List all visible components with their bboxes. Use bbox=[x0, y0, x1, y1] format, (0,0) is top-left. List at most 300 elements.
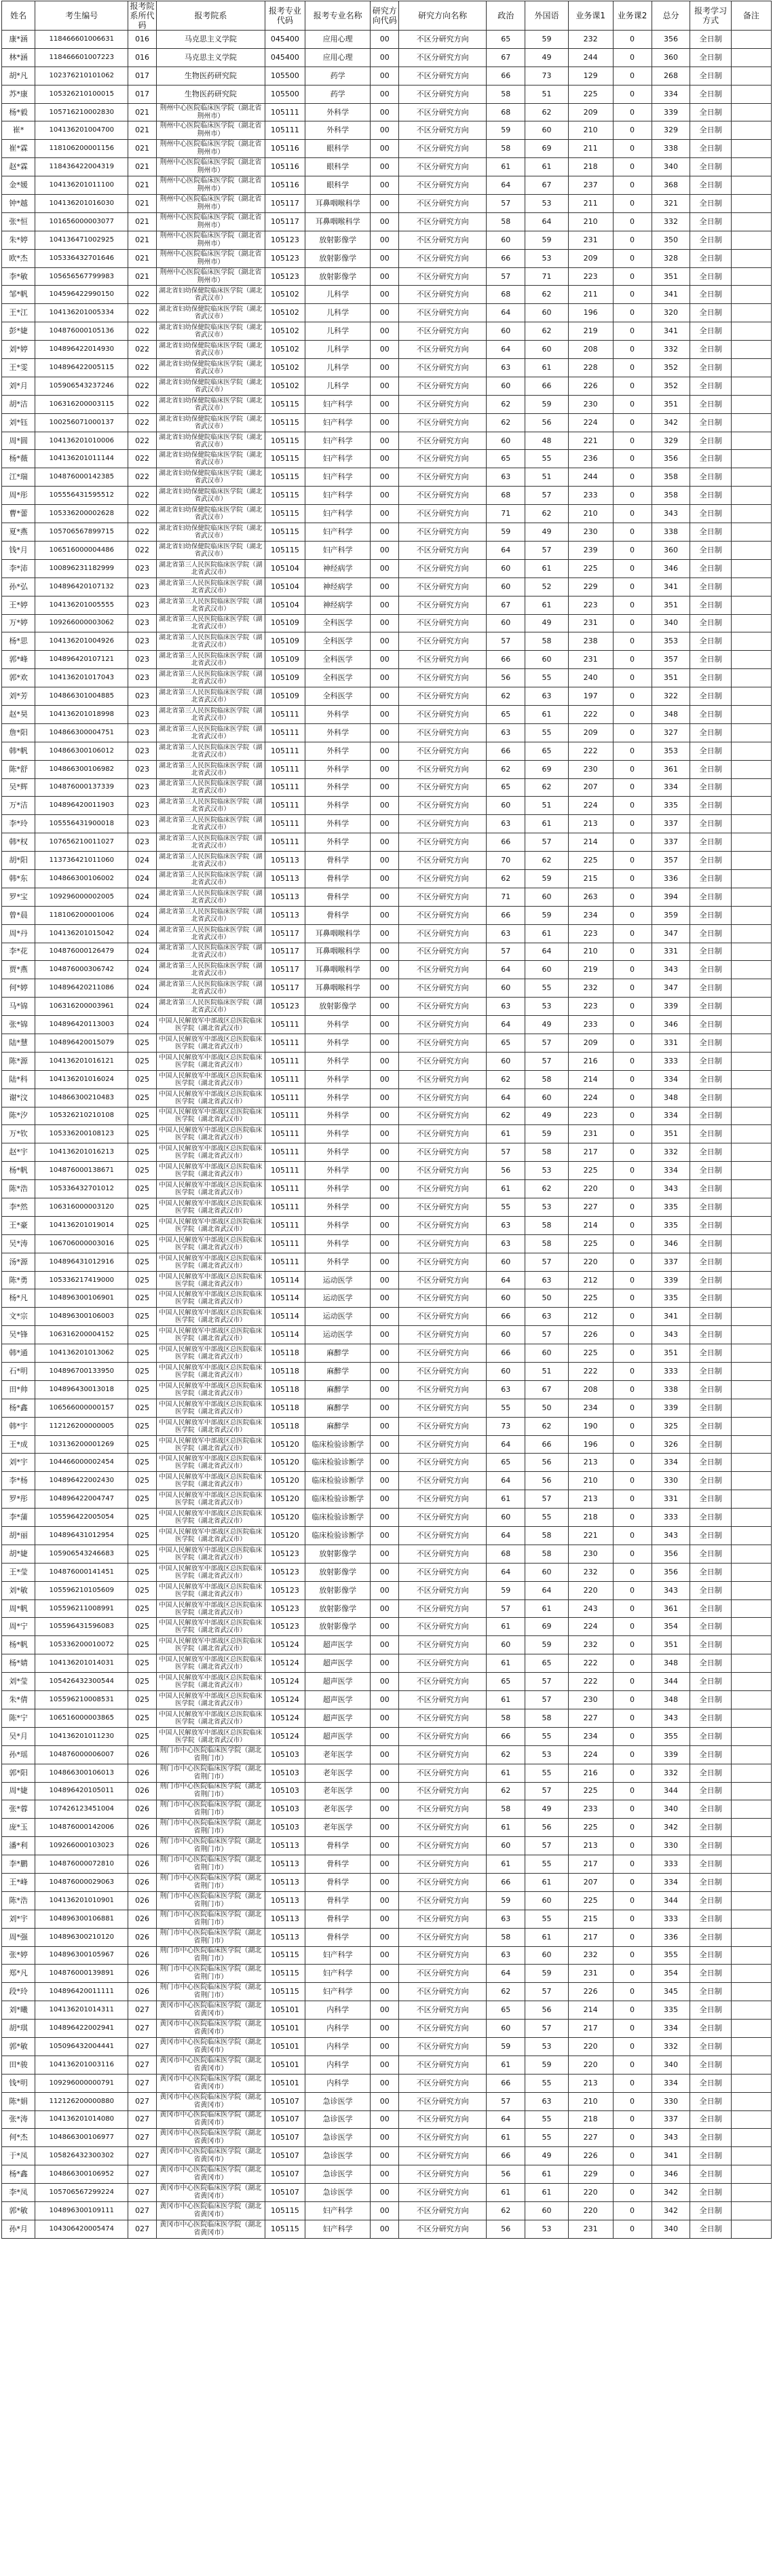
cell-dept-code: 023 bbox=[128, 723, 157, 742]
cell-subject1: 231 bbox=[568, 1965, 613, 1983]
cell-politics: 68 bbox=[487, 1545, 525, 1563]
cell-dept-name: 湖北省第三人民医院临床医学院（湖北省武汉市） bbox=[156, 596, 265, 614]
cell-direction-name: 不区分研究方向 bbox=[399, 1162, 487, 1180]
cell-subject2: 0 bbox=[613, 1709, 652, 1727]
cell-name: 郭*阳 bbox=[2, 1764, 35, 1782]
cell-foreign-language: 61 bbox=[525, 158, 569, 176]
cell-direction-name: 不区分研究方向 bbox=[399, 267, 487, 286]
cell-dept-name: 荆州中心医院临床医学院（湖北省荆州市） bbox=[156, 103, 265, 121]
cell-study-mode: 全日制 bbox=[690, 1052, 731, 1070]
cell-dept-name: 黄冈市中心医院临床医学院（湖北省黄冈市） bbox=[156, 2001, 265, 2020]
cell-politics: 63 bbox=[487, 1946, 525, 1965]
cell-name: 周*强 bbox=[2, 1928, 35, 1946]
cell-foreign-language: 67 bbox=[525, 1380, 569, 1399]
cell-politics: 63 bbox=[487, 998, 525, 1016]
cell-foreign-language: 63 bbox=[525, 687, 569, 706]
cell-name: 王*成 bbox=[2, 1435, 35, 1454]
table-row bbox=[2, 1599, 772, 1618]
cell-name: 周*宁 bbox=[2, 1618, 35, 1636]
cell-major-name: 妇产科学 bbox=[305, 2201, 370, 2220]
cell-foreign-language: 56 bbox=[525, 1472, 569, 1490]
cell-dept-code: 024 bbox=[128, 979, 157, 998]
cell-remark bbox=[731, 1819, 771, 1837]
cell-major-name: 外科学 bbox=[305, 103, 370, 121]
cell-dept-code: 025 bbox=[128, 1709, 157, 1727]
cell-major-code: 105123 bbox=[265, 1599, 305, 1618]
cell-foreign-language: 60 bbox=[525, 304, 569, 322]
table-row bbox=[2, 1162, 772, 1180]
cell-major-name: 老年医学 bbox=[305, 1800, 370, 1819]
cell-name: 苏*康 bbox=[2, 85, 35, 103]
cell-name: 刘*月 bbox=[2, 377, 35, 395]
cell-direction-name: 不区分研究方向 bbox=[399, 1509, 487, 1527]
cell-politics: 64 bbox=[487, 961, 525, 979]
table-row bbox=[2, 505, 772, 523]
cell-remark bbox=[731, 1782, 771, 1800]
cell-subject1: 240 bbox=[568, 669, 613, 687]
cell-direction-name: 不区分研究方向 bbox=[399, 2220, 487, 2238]
cell-direction-name: 不区分研究方向 bbox=[399, 523, 487, 542]
cell-total: 343 bbox=[652, 1326, 690, 1344]
cell-dept-code: 027 bbox=[128, 2110, 157, 2129]
table-row bbox=[2, 1581, 772, 1599]
cell-politics: 62 bbox=[487, 1745, 525, 1764]
cell-subject1: 208 bbox=[568, 1380, 613, 1399]
cell-foreign-language: 51 bbox=[525, 797, 569, 815]
cell-dept-code: 022 bbox=[128, 377, 157, 395]
cell-subject1: 211 bbox=[568, 140, 613, 158]
cell-direction-name: 不区分研究方向 bbox=[399, 833, 487, 852]
cell-dept-code: 025 bbox=[128, 1107, 157, 1125]
cell-total: 330 bbox=[652, 1472, 690, 1490]
table-row bbox=[2, 1509, 772, 1527]
cell-exam-id: 106316000003120 bbox=[35, 1198, 128, 1217]
cell-major-name: 急诊医学 bbox=[305, 2092, 370, 2110]
cell-total: 338 bbox=[652, 523, 690, 542]
cell-major-code: 105111 bbox=[265, 1052, 305, 1070]
cell-direction-code: 00 bbox=[371, 815, 399, 833]
cell-dept-name: 湖北省妇幼保健院临床医学院（湖北省武汉市） bbox=[156, 541, 265, 559]
cell-exam-id: 104896420107121 bbox=[35, 651, 128, 669]
cell-dept-name: 湖北省第三人民医院临床医学院（湖北省武汉市） bbox=[156, 833, 265, 852]
cell-politics: 61 bbox=[487, 1764, 525, 1782]
table-row bbox=[2, 304, 772, 322]
cell-major-code: 105102 bbox=[265, 286, 305, 304]
cell-dept-code: 021 bbox=[128, 158, 157, 176]
cell-major-name: 耳鼻咽喉科学 bbox=[305, 979, 370, 998]
cell-major-code: 105113 bbox=[265, 852, 305, 870]
cell-remark bbox=[731, 413, 771, 432]
cell-subject1: 220 bbox=[568, 2201, 613, 2220]
table-row bbox=[2, 723, 772, 742]
cell-subject2: 0 bbox=[613, 286, 652, 304]
cell-foreign-language: 57 bbox=[525, 1490, 569, 1509]
cell-major-name: 麻醉学 bbox=[305, 1399, 370, 1417]
cell-foreign-language: 59 bbox=[525, 1636, 569, 1654]
cell-dept-code: 022 bbox=[128, 432, 157, 450]
cell-remark bbox=[731, 2001, 771, 2020]
cell-politics: 68 bbox=[487, 286, 525, 304]
cell-exam-id: 104136201015042 bbox=[35, 924, 128, 943]
cell-dept-code: 024 bbox=[128, 906, 157, 924]
cell-dept-name: 中国人民解放军中部战区总医院临床医学院（湖北省武汉市） bbox=[156, 1673, 265, 1691]
cell-subject1: 220 bbox=[568, 2037, 613, 2056]
cell-total: 327 bbox=[652, 723, 690, 742]
cell-exam-id: 104896420211086 bbox=[35, 979, 128, 998]
cell-dept-name: 荆州中心医院临床医学院（湖北省荆州市） bbox=[156, 231, 265, 249]
cell-name: 文*宗 bbox=[2, 1308, 35, 1326]
cell-name: 胡*琪 bbox=[2, 2020, 35, 2038]
cell-subject1: 225 bbox=[568, 1289, 613, 1308]
cell-total: 332 bbox=[652, 2037, 690, 2056]
cell-dept-name: 中国人民解放军中部战区总医院临床医学院（湖北省武汉市） bbox=[156, 1599, 265, 1618]
cell-subject2: 0 bbox=[613, 888, 652, 906]
cell-subject1: 224 bbox=[568, 413, 613, 432]
cell-major-name: 妇产科学 bbox=[305, 395, 370, 413]
cell-remark bbox=[731, 286, 771, 304]
cell-subject1: 207 bbox=[568, 778, 613, 797]
table-row bbox=[2, 979, 772, 998]
table-row bbox=[2, 2165, 772, 2184]
cell-direction-code: 00 bbox=[371, 1928, 399, 1946]
cell-total: 361 bbox=[652, 1599, 690, 1618]
cell-subject1: 224 bbox=[568, 1745, 613, 1764]
table-row bbox=[2, 760, 772, 778]
cell-subject1: 196 bbox=[568, 1435, 613, 1454]
cell-exam-id: 105326210100015 bbox=[35, 85, 128, 103]
cell-foreign-language: 61 bbox=[525, 1599, 569, 1618]
cell-major-code: 105111 bbox=[265, 1198, 305, 1217]
cell-name: 赵*宇 bbox=[2, 1143, 35, 1162]
cell-dept-name: 湖北省第三人民医院临床医学院（湖北省武汉市） bbox=[156, 669, 265, 687]
cell-subject2: 0 bbox=[613, 2110, 652, 2129]
cell-subject1: 222 bbox=[568, 1673, 613, 1691]
table-row bbox=[2, 1363, 772, 1381]
cell-subject2: 0 bbox=[613, 505, 652, 523]
cell-remark bbox=[731, 1052, 771, 1070]
cell-foreign-language: 53 bbox=[525, 1162, 569, 1180]
cell-dept-name: 中国人民解放军中部战区总医院临床医学院（湖北省武汉市） bbox=[156, 1234, 265, 1253]
cell-remark bbox=[731, 377, 771, 395]
cell-dept-code: 022 bbox=[128, 468, 157, 487]
cell-total: 337 bbox=[652, 833, 690, 852]
cell-subject2: 0 bbox=[613, 1764, 652, 1782]
cell-dept-code: 023 bbox=[128, 760, 157, 778]
cell-direction-name: 不区分研究方向 bbox=[399, 1107, 487, 1125]
cell-foreign-language: 55 bbox=[525, 1509, 569, 1527]
cell-subject2: 0 bbox=[613, 833, 652, 852]
cell-dept-name: 马克思主义学院 bbox=[156, 31, 265, 49]
cell-total: 348 bbox=[652, 705, 690, 723]
cell-direction-code: 00 bbox=[371, 1271, 399, 1289]
cell-direction-code: 00 bbox=[371, 48, 399, 67]
cell-dept-code: 025 bbox=[128, 1363, 157, 1381]
cell-exam-id: 104136201003116 bbox=[35, 2056, 128, 2074]
cell-foreign-language: 55 bbox=[525, 450, 569, 468]
cell-total: 330 bbox=[652, 1837, 690, 1855]
cell-remark bbox=[731, 140, 771, 158]
cell-direction-name: 不区分研究方向 bbox=[399, 1654, 487, 1673]
cell-subject1: 244 bbox=[568, 468, 613, 487]
cell-politics: 62 bbox=[487, 1107, 525, 1125]
cell-exam-id: 106516000004486 bbox=[35, 541, 128, 559]
cell-subject1: 216 bbox=[568, 1052, 613, 1070]
cell-major-code: 105117 bbox=[265, 212, 305, 231]
cell-total: 330 bbox=[652, 2092, 690, 2110]
cell-direction-code: 00 bbox=[371, 869, 399, 888]
cell-subject2: 0 bbox=[613, 852, 652, 870]
cell-foreign-language: 58 bbox=[525, 1216, 569, 1234]
cell-politics: 60 bbox=[487, 432, 525, 450]
cell-name: 田*帅 bbox=[2, 1380, 35, 1399]
cell-subject2: 0 bbox=[613, 1581, 652, 1599]
cell-name: 罗*彤 bbox=[2, 1490, 35, 1509]
cell-direction-name: 不区分研究方向 bbox=[399, 176, 487, 195]
cell-dept-code: 023 bbox=[128, 651, 157, 669]
cell-direction-name: 不区分研究方向 bbox=[399, 249, 487, 267]
cell-remark bbox=[731, 1764, 771, 1782]
cell-exam-id: 104866300106982 bbox=[35, 760, 128, 778]
cell-total: 343 bbox=[652, 1709, 690, 1727]
cell-subject2: 0 bbox=[613, 869, 652, 888]
cell-major-name: 儿科学 bbox=[305, 359, 370, 377]
cell-major-name: 妇产科学 bbox=[305, 413, 370, 432]
cell-major-code: 105118 bbox=[265, 1344, 305, 1363]
cell-direction-code: 00 bbox=[371, 2056, 399, 2074]
cell-dept-code: 025 bbox=[128, 1581, 157, 1599]
cell-dept-code: 023 bbox=[128, 833, 157, 852]
cell-dept-code: 025 bbox=[128, 1399, 157, 1417]
cell-remark bbox=[731, 852, 771, 870]
cell-direction-code: 00 bbox=[371, 1363, 399, 1381]
cell-remark bbox=[731, 1965, 771, 1983]
cell-major-name: 神经病学 bbox=[305, 596, 370, 614]
cell-remark bbox=[731, 523, 771, 542]
cell-direction-name: 不区分研究方向 bbox=[399, 212, 487, 231]
cell-direction-code: 00 bbox=[371, 1745, 399, 1764]
cell-remark bbox=[731, 1563, 771, 1581]
cell-major-name: 骨科学 bbox=[305, 888, 370, 906]
cell-subject2: 0 bbox=[613, 450, 652, 468]
cell-study-mode: 全日制 bbox=[690, 2037, 731, 2056]
cell-exam-id: 104136201011100 bbox=[35, 176, 128, 195]
cell-remark bbox=[731, 742, 771, 760]
cell-politics: 61 bbox=[487, 1855, 525, 1874]
cell-direction-name: 不区分研究方向 bbox=[399, 596, 487, 614]
cell-subject1: 210 bbox=[568, 505, 613, 523]
cell-study-mode: 全日制 bbox=[690, 2110, 731, 2129]
cell-major-name: 外科学 bbox=[305, 1070, 370, 1088]
cell-major-name: 急诊医学 bbox=[305, 2184, 370, 2202]
cell-politics: 66 bbox=[487, 2074, 525, 2092]
cell-total: 334 bbox=[652, 1454, 690, 1472]
table-row bbox=[2, 596, 772, 614]
cell-politics: 62 bbox=[487, 2201, 525, 2220]
table-row bbox=[2, 1855, 772, 1874]
cell-exam-id: 104896300106003 bbox=[35, 1308, 128, 1326]
cell-subject1: 230 bbox=[568, 395, 613, 413]
cell-exam-id: 105596211008991 bbox=[35, 1599, 128, 1618]
cell-study-mode: 全日制 bbox=[690, 1691, 731, 1709]
cell-name: 陈*汐 bbox=[2, 1107, 35, 1125]
cell-major-code: 105115 bbox=[265, 432, 305, 450]
cell-politics: 63 bbox=[487, 1234, 525, 1253]
cell-politics: 59 bbox=[487, 523, 525, 542]
cell-direction-code: 00 bbox=[371, 1764, 399, 1782]
cell-name: 谢*汶 bbox=[2, 1088, 35, 1107]
cell-study-mode: 全日制 bbox=[690, 2220, 731, 2238]
cell-direction-name: 不区分研究方向 bbox=[399, 231, 487, 249]
cell-dept-code: 026 bbox=[128, 1819, 157, 1837]
cell-direction-code: 00 bbox=[371, 906, 399, 924]
cell-direction-name: 不区分研究方向 bbox=[399, 1819, 487, 1837]
cell-politics: 57 bbox=[487, 1143, 525, 1162]
cell-dept-name: 中国人民解放军中部战区总医院临床医学院（湖北省武汉市） bbox=[156, 1016, 265, 1034]
cell-subject2: 0 bbox=[613, 1417, 652, 1435]
cell-major-code: 105115 bbox=[265, 450, 305, 468]
cell-dept-code: 024 bbox=[128, 924, 157, 943]
cell-direction-name: 不区分研究方向 bbox=[399, 1782, 487, 1800]
cell-exam-id: 104136201016121 bbox=[35, 1052, 128, 1070]
cell-study-mode: 全日制 bbox=[690, 1636, 731, 1654]
cell-dept-name: 湖北省第三人民医院临床医学院（湖北省武汉市） bbox=[156, 869, 265, 888]
cell-major-name: 放射影像学 bbox=[305, 1618, 370, 1636]
cell-dept-code: 022 bbox=[128, 505, 157, 523]
cell-direction-code: 00 bbox=[371, 1873, 399, 1891]
cell-direction-code: 00 bbox=[371, 523, 399, 542]
header-major-name: 报考专业名称 bbox=[305, 1, 370, 31]
cell-dept-name: 湖北省第三人民医院临床医学院（湖北省武汉市） bbox=[156, 797, 265, 815]
cell-exam-id: 105656567799983 bbox=[35, 267, 128, 286]
cell-name: 崔* bbox=[2, 121, 35, 140]
cell-major-name: 超声医学 bbox=[305, 1673, 370, 1691]
cell-foreign-language: 62 bbox=[525, 1180, 569, 1198]
cell-direction-name: 不区分研究方向 bbox=[399, 432, 487, 450]
cell-major-code: 105123 bbox=[265, 231, 305, 249]
cell-direction-code: 00 bbox=[371, 1308, 399, 1326]
cell-subject1: 213 bbox=[568, 1837, 613, 1855]
table-row bbox=[2, 212, 772, 231]
cell-exam-id: 104866300004751 bbox=[35, 723, 128, 742]
cell-name: 詹*阳 bbox=[2, 723, 35, 742]
cell-dept-name: 黄冈市中心医院临床医学院（湖北省黄冈市） bbox=[156, 2092, 265, 2110]
cell-dept-name: 湖北省妇幼保健院临床医学院（湖北省武汉市） bbox=[156, 304, 265, 322]
cell-direction-code: 00 bbox=[371, 1234, 399, 1253]
cell-remark bbox=[731, 267, 771, 286]
cell-major-name: 全科医学 bbox=[305, 687, 370, 706]
cell-study-mode: 全日制 bbox=[690, 2001, 731, 2020]
cell-dept-code: 026 bbox=[128, 1965, 157, 1983]
cell-direction-code: 00 bbox=[371, 924, 399, 943]
cell-total: 321 bbox=[652, 195, 690, 213]
table-row bbox=[2, 48, 772, 67]
cell-direction-code: 00 bbox=[371, 1946, 399, 1965]
cell-remark bbox=[731, 1125, 771, 1143]
cell-major-code: 105111 bbox=[265, 1107, 305, 1125]
cell-dept-name: 中国人民解放军中部战区总医院临床医学院（湖北省武汉市） bbox=[156, 1527, 265, 1545]
cell-subject2: 0 bbox=[613, 1636, 652, 1654]
cell-dept-name: 中国人民解放军中部战区总医院临床医学院（湖北省武汉市） bbox=[156, 1454, 265, 1472]
table-row bbox=[2, 1198, 772, 1217]
cell-study-mode: 全日制 bbox=[690, 1910, 731, 1928]
table-row bbox=[2, 286, 772, 304]
cell-total: 357 bbox=[652, 852, 690, 870]
cell-dept-name: 湖北省第三人民医院临床医学院（湖北省武汉市） bbox=[156, 723, 265, 742]
cell-study-mode: 全日制 bbox=[690, 377, 731, 395]
cell-major-code: 105107 bbox=[265, 2165, 305, 2184]
cell-study-mode: 全日制 bbox=[690, 1837, 731, 1855]
cell-direction-name: 不区分研究方向 bbox=[399, 48, 487, 67]
cell-total: 331 bbox=[652, 943, 690, 961]
cell-total: 268 bbox=[652, 67, 690, 85]
cell-foreign-language: 66 bbox=[525, 1435, 569, 1454]
table-row bbox=[2, 943, 772, 961]
header-direction-name: 研究方向名称 bbox=[399, 1, 487, 31]
cell-exam-id: 118106200001156 bbox=[35, 140, 128, 158]
cell-major-code: 045400 bbox=[265, 31, 305, 49]
cell-subject2: 0 bbox=[613, 1727, 652, 1745]
cell-foreign-language: 56 bbox=[525, 413, 569, 432]
cell-major-name: 临床检验诊断学 bbox=[305, 1435, 370, 1454]
cell-exam-id: 104136201011144 bbox=[35, 450, 128, 468]
cell-study-mode: 全日制 bbox=[690, 1727, 731, 1745]
cell-dept-name: 中国人民解放军中部战区总医院临床医学院（湖北省武汉市） bbox=[156, 1654, 265, 1673]
cell-subject2: 0 bbox=[613, 2184, 652, 2202]
table-row bbox=[2, 705, 772, 723]
cell-study-mode: 全日制 bbox=[690, 943, 731, 961]
cell-subject2: 0 bbox=[613, 195, 652, 213]
table-row bbox=[2, 577, 772, 596]
cell-total: 334 bbox=[652, 2074, 690, 2092]
cell-politics: 60 bbox=[487, 322, 525, 341]
cell-name: 杨*鑫 bbox=[2, 2165, 35, 2184]
cell-direction-code: 00 bbox=[371, 1399, 399, 1417]
cell-direction-name: 不区分研究方向 bbox=[399, 1016, 487, 1034]
cell-dept-code: 022 bbox=[128, 286, 157, 304]
cell-name: 刘*芳 bbox=[2, 687, 35, 706]
cell-study-mode: 全日制 bbox=[690, 1563, 731, 1581]
cell-remark bbox=[731, 1435, 771, 1454]
cell-exam-id: 104136201018998 bbox=[35, 705, 128, 723]
cell-dept-name: 中国人民解放军中部战区总医院临床医学院（湖北省武汉市） bbox=[156, 1107, 265, 1125]
table-row bbox=[2, 541, 772, 559]
cell-major-code: 105111 bbox=[265, 797, 305, 815]
cell-exam-id: 105556431595512 bbox=[35, 487, 128, 505]
cell-total: 344 bbox=[652, 1673, 690, 1691]
cell-major-code: 105124 bbox=[265, 1709, 305, 1727]
cell-remark bbox=[731, 31, 771, 49]
cell-dept-name: 湖北省第三人民医院临床医学院（湖北省武汉市） bbox=[156, 961, 265, 979]
cell-foreign-language: 57 bbox=[525, 1253, 569, 1271]
cell-direction-name: 不区分研究方向 bbox=[399, 1326, 487, 1344]
cell-remark bbox=[731, 231, 771, 249]
cell-politics: 66 bbox=[487, 249, 525, 267]
cell-total: 360 bbox=[652, 48, 690, 67]
table-row bbox=[2, 2092, 772, 2110]
cell-subject2: 0 bbox=[613, 541, 652, 559]
cell-dept-name: 中国人民解放军中部战区总医院临床医学院（湖北省武汉市） bbox=[156, 1563, 265, 1581]
cell-subject1: 223 bbox=[568, 267, 613, 286]
cell-dept-code: 026 bbox=[128, 1946, 157, 1965]
cell-foreign-language: 55 bbox=[525, 2110, 569, 2129]
cell-politics: 67 bbox=[487, 596, 525, 614]
cell-name: 陈*勇 bbox=[2, 1271, 35, 1289]
cell-direction-name: 不区分研究方向 bbox=[399, 541, 487, 559]
cell-major-code: 105104 bbox=[265, 577, 305, 596]
cell-major-name: 妇产科学 bbox=[305, 523, 370, 542]
cell-remark bbox=[731, 1618, 771, 1636]
cell-exam-id: 106566000000157 bbox=[35, 1399, 128, 1417]
